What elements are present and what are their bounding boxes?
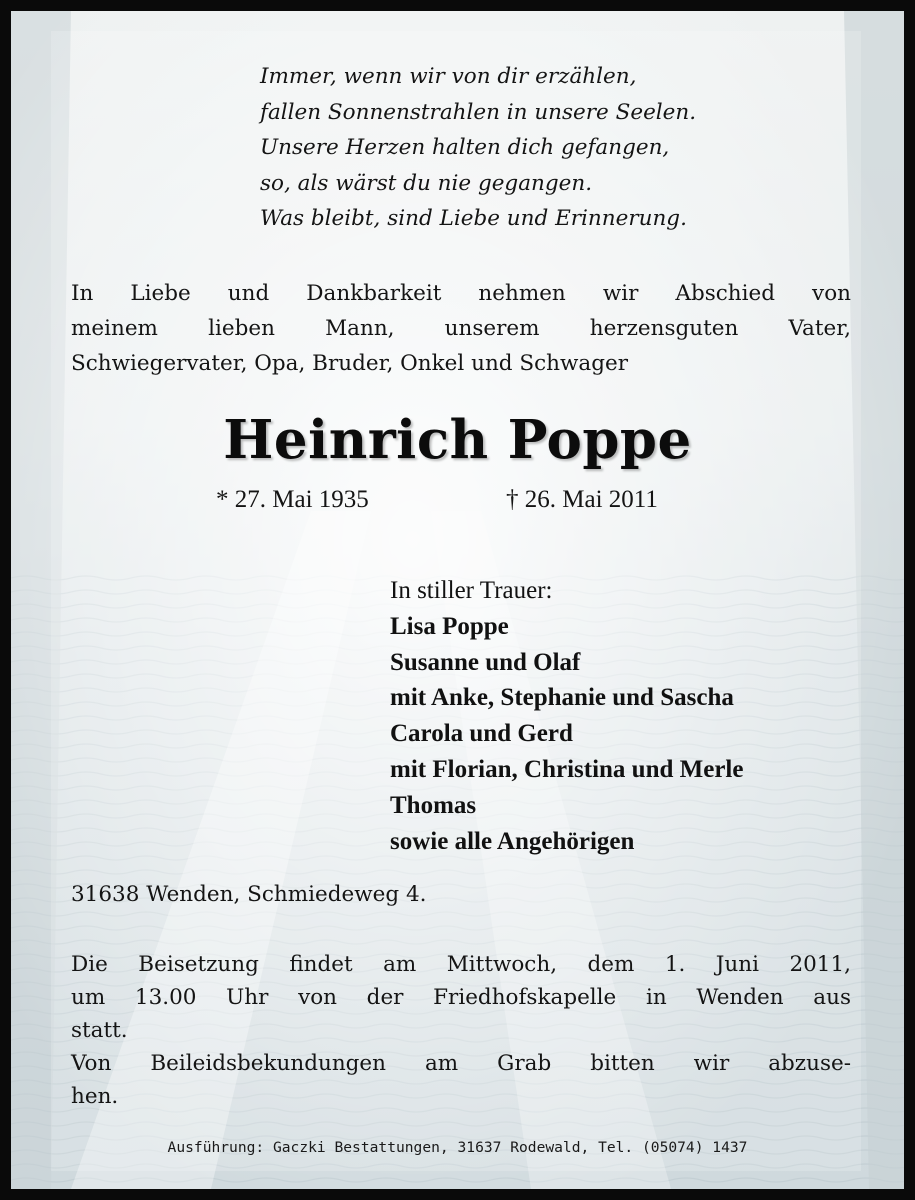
mourner-name: mit Anke, Stephanie und Sascha	[390, 684, 734, 712]
mourner-name: Lisa Poppe	[390, 612, 509, 640]
mourner-name: Thomas	[390, 791, 477, 819]
mourner-name: mit Florian, Christina und Merle	[390, 755, 744, 783]
poem-line: Immer, wenn wir von dir erzählen,	[260, 64, 637, 89]
poem-line: Unsere Herzen halten dich gefangen,	[260, 135, 670, 160]
intro-line: In Liebe und Dankbarkeit nehmen wir Abschied von	[71, 281, 851, 306]
poem-line: fallen Sonnenstrahlen in unsere Seelen.	[260, 99, 697, 125]
mourner-name: sowie alle Angehörigen	[390, 827, 635, 855]
poem	[260, 59, 696, 237]
undertaker-footer: Ausführung: Gaczki Bestattungen, 31637 Rodewald, Tel. (05074) 1437	[167, 1139, 748, 1156]
intro-line: meinem lieben Mann, unserem herzensguten Vater,	[71, 316, 851, 341]
funeral-line: hen.	[71, 1084, 119, 1109]
funeral-line: Die Beisetzung findet am Mittwoch, dem 1. Juni 2011,	[71, 952, 851, 977]
funeral-line: statt.	[71, 1018, 128, 1043]
mourner-name: Carola und Gerd	[390, 720, 573, 748]
mourners-heading: In stiller Trauer:	[390, 577, 553, 604]
deceased-name: Heinrich Poppe	[223, 409, 692, 471]
mourner-name: Susanne und Olaf	[390, 648, 581, 676]
funeral-line: Von Beileidsbekundungen am Grab bitten wir abzuse-	[71, 1051, 851, 1076]
mourners-list	[390, 573, 743, 859]
poem-line: so, als wärst du nie gegangen.	[260, 170, 593, 196]
poem-line: Was bleibt, sind Liebe und Erinnerung.	[260, 206, 687, 231]
birth-date: * 27. Mai 1935	[216, 486, 369, 513]
notice-content	[11, 11, 904, 1189]
intro-line: Schwiegervater, Opa, Bruder, Onkel und Schwager	[71, 351, 628, 376]
death-date: † 26. Mai 2011	[506, 486, 658, 513]
intro-text	[71, 276, 851, 381]
funeral-details	[71, 948, 851, 1113]
funeral-line: um 13.00 Uhr von der Friedhofskapelle in Wenden aus	[71, 985, 851, 1010]
address: 31638 Wenden, Schmiedeweg 4.	[71, 882, 427, 907]
